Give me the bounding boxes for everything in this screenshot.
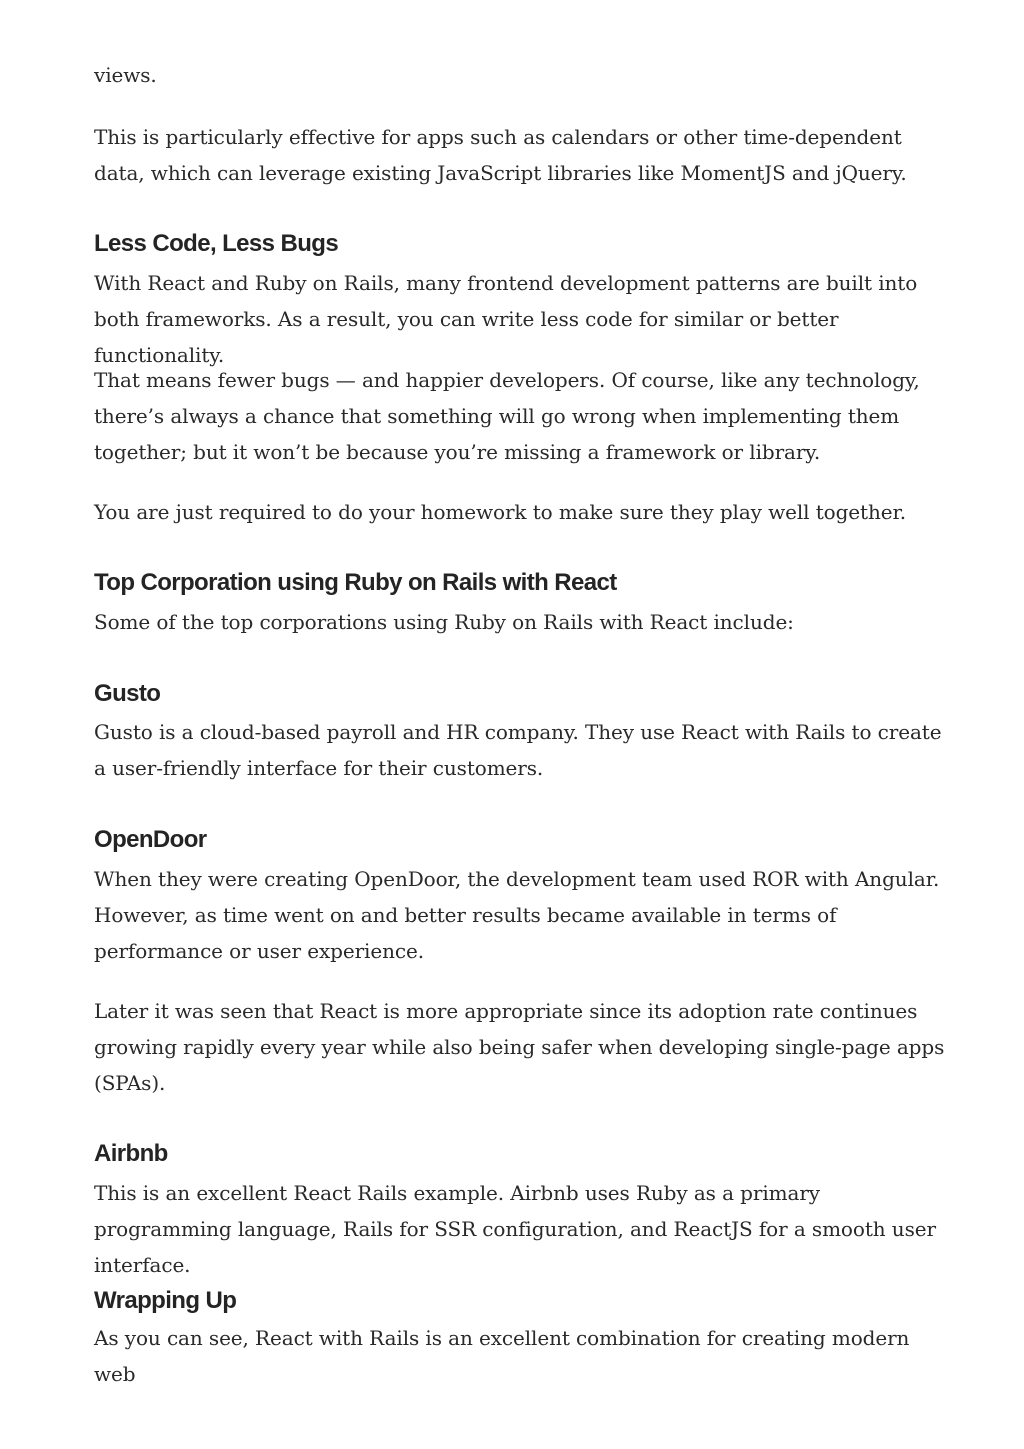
heading-wrapping-up: Wrapping Up: [94, 1287, 237, 1314]
paragraph-top-corporation: Some of the top corporations using Ruby on Rails with React include:: [94, 610, 794, 634]
heading-less-code-less-bugs: Less Code, Less Bugs: [94, 230, 339, 257]
paragraph-opendoor-1: When they were creating OpenDoor, the development team used ROR with Angular. However, as time went on and better results became available in terms of performance or user experience.: [94, 867, 940, 963]
paragraph-gusto: Gusto is a cloud-based payroll and HR company. They use React with Rails to create a user-friendly interface for their customers.: [94, 720, 942, 780]
paragraph-calendars: This is particularly effective for apps such as calendars or other time-dependent data, which can leverage existing JavaScript libraries like MomentJS and jQuery.: [94, 125, 907, 185]
paragraph-views: views.: [94, 63, 157, 87]
paragraph-less-code-3: You are just required to do your homework to make sure they play well together.: [94, 500, 907, 524]
paragraph-wrapping-up: As you can see, React with Rails is an excellent combination for creating modern web: [94, 1326, 910, 1386]
heading-airbnb: Airbnb: [94, 1140, 168, 1167]
paragraph-opendoor-2: Later it was seen that React is more appropriate since its adoption rate continues growing rapidly every year while also being safer when developing single-page apps (SPAs).: [94, 999, 945, 1095]
paragraph-less-code-1: With React and Ruby on Rails, many frontend development patterns are built into both frameworks. As a result, you can write less code for similar or better functionality.: [94, 271, 918, 367]
paragraph-less-code-2: That means fewer bugs — and happier developers. Of course, like any technology, there’s always a chance that something will go wrong when implementing them together; but it won’t be because you’re missing a framework or library.: [94, 368, 920, 464]
paragraph-airbnb: This is an excellent React Rails example. Airbnb uses Ruby as a primary programming language, Rails for SSR configuration, and ReactJS for a smooth user interface.: [94, 1181, 936, 1277]
heading-gusto: Gusto: [94, 680, 161, 707]
heading-opendoor: OpenDoor: [94, 826, 207, 853]
heading-top-corporation: Top Corporation using Ruby on Rails with React: [94, 569, 617, 596]
